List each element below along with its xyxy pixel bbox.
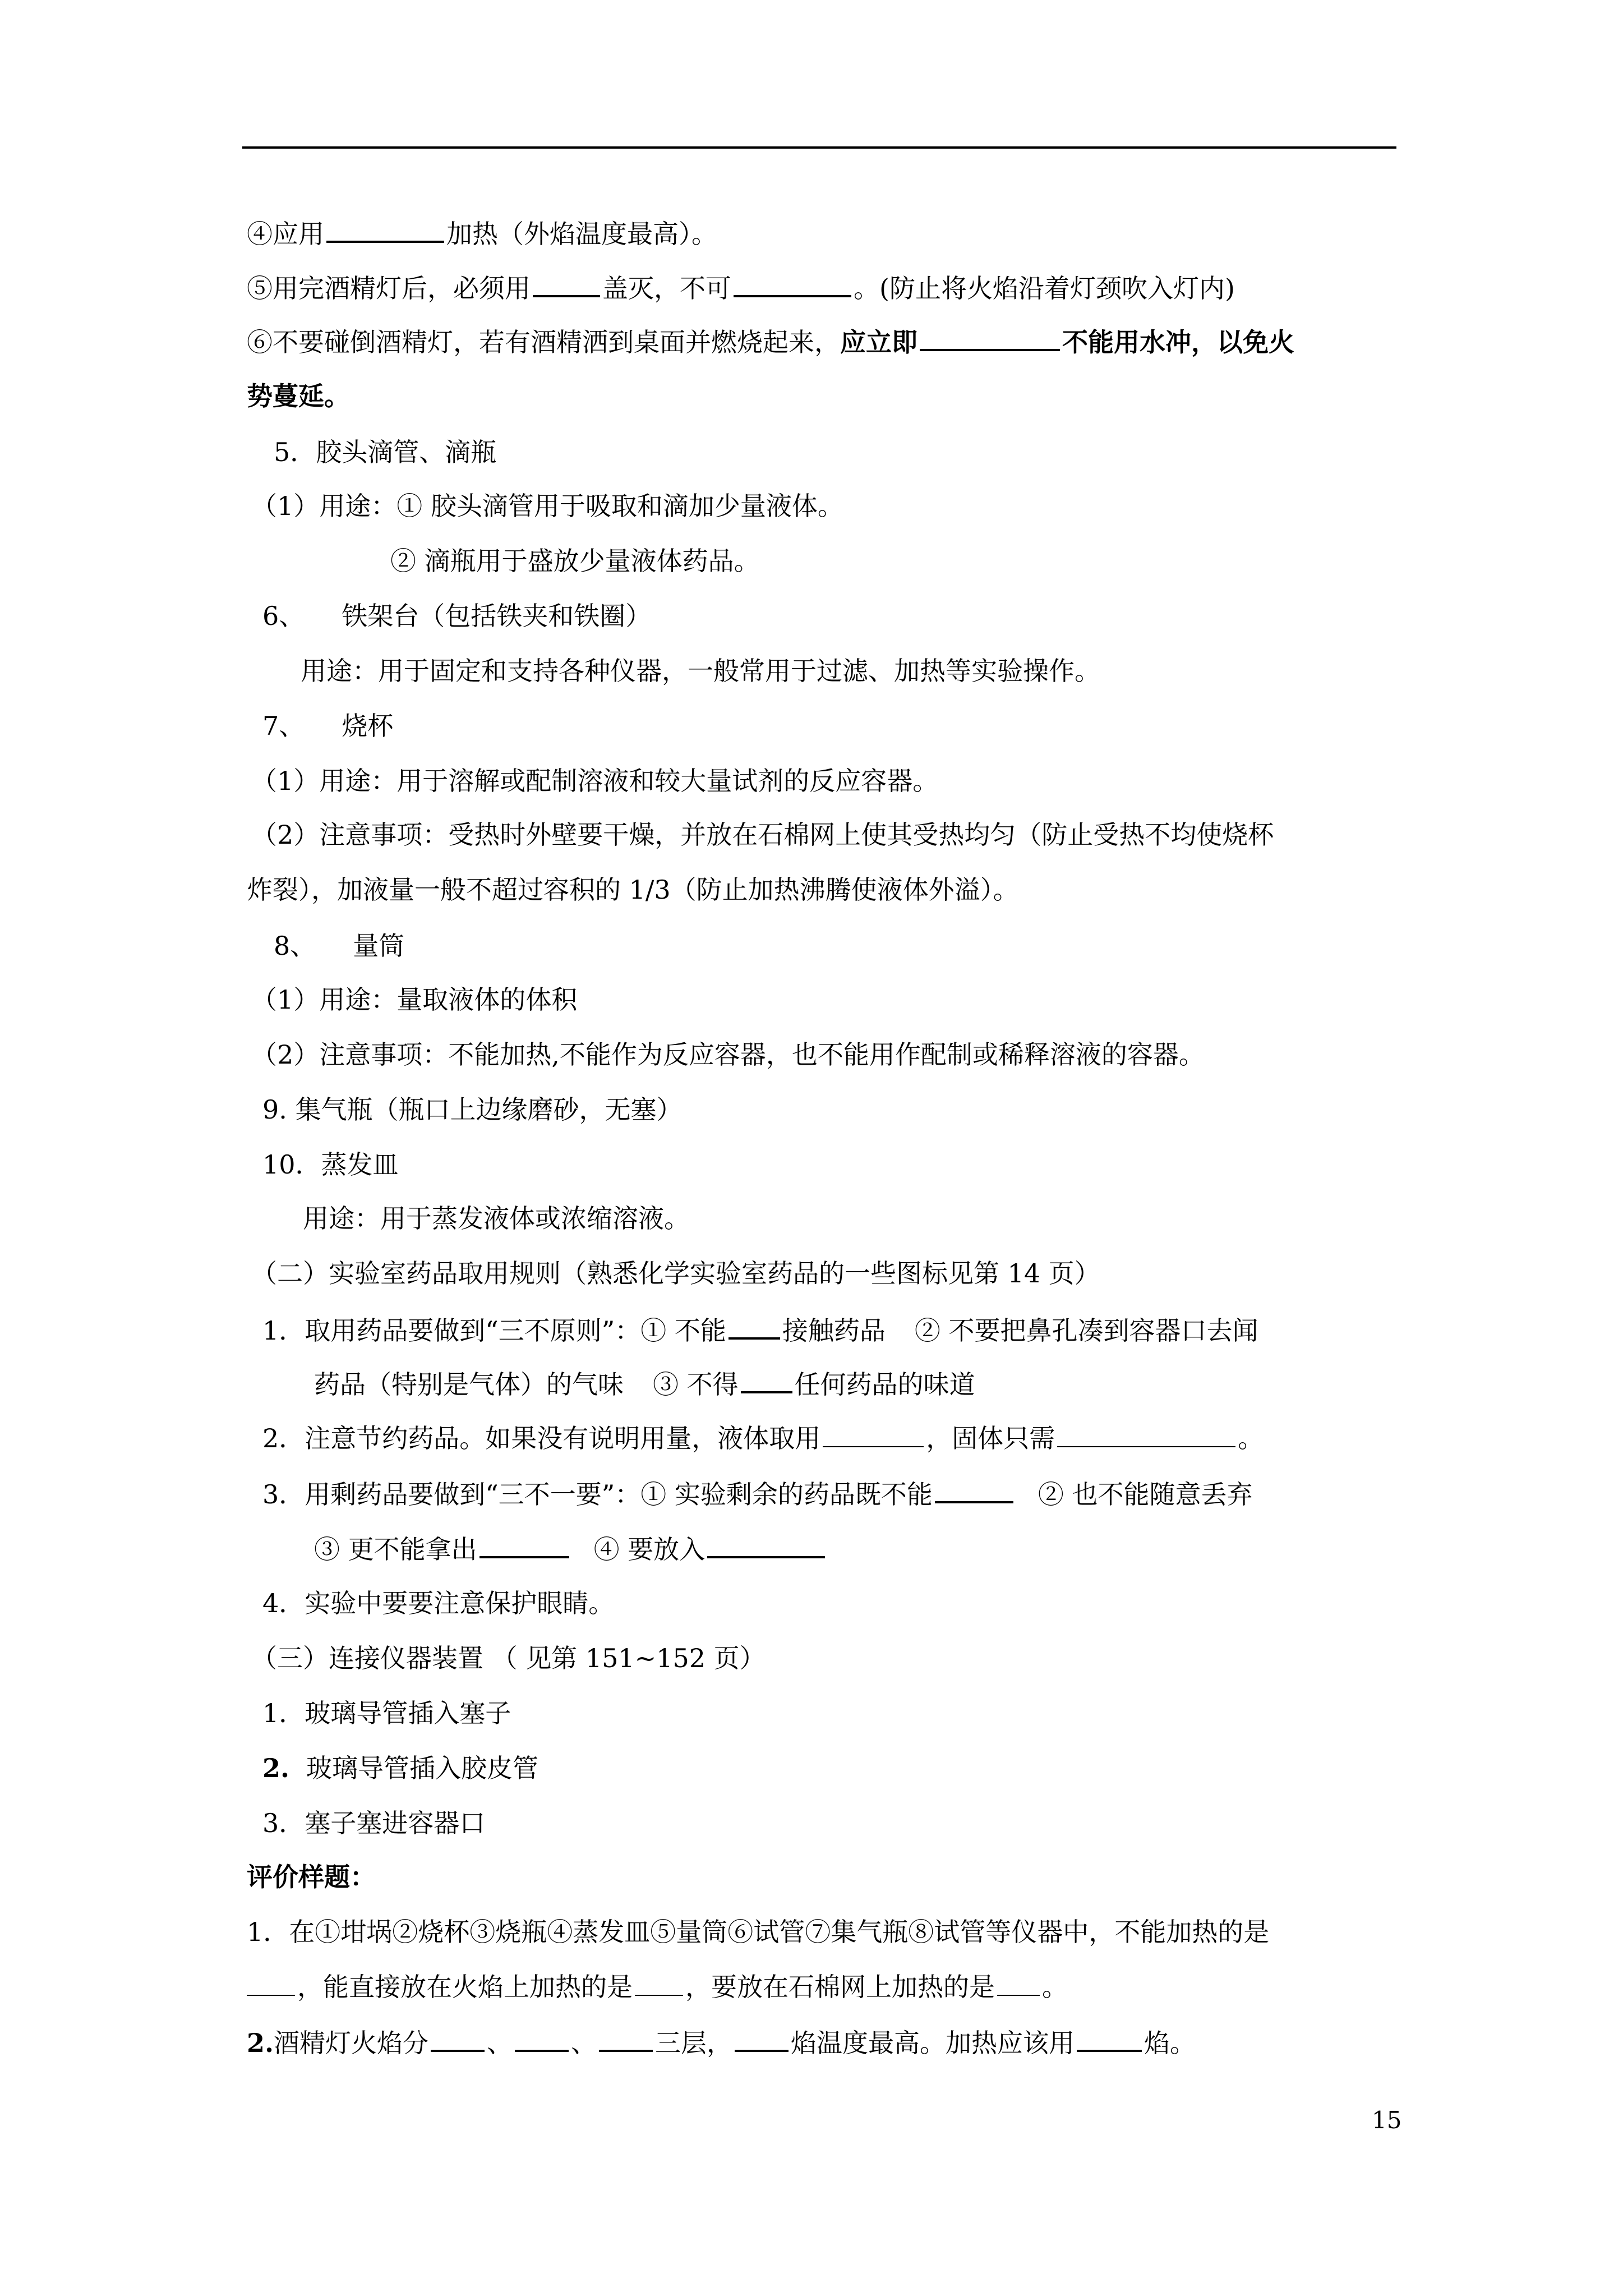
text-segment: 炸裂），加液量一般不超过容积的 1/3（防止加热沸腾使液体外溢）。 <box>247 875 1019 905</box>
text-segment: 焰温度最高。加热应该用 <box>791 2028 1075 2058</box>
text-segment: ② 不要把鼻孔凑到容器口去闻 <box>914 1315 1258 1346</box>
fill-blank[interactable] <box>479 1531 569 1558</box>
text-segment: 焰。 <box>1144 2028 1196 2058</box>
section-heading <box>262 599 651 633</box>
text-segment: 1．玻璃导管插入塞子 <box>262 1698 511 1728</box>
text-segment: ④ 要放入 <box>593 1534 706 1565</box>
fill-blank[interactable] <box>1077 2025 1142 2052</box>
text-line <box>301 654 1100 688</box>
text-line <box>262 1586 614 1620</box>
fill-blank[interactable] <box>735 2025 789 2052</box>
text-segment: 7、 <box>262 711 305 741</box>
fill-blank[interactable] <box>935 1476 1013 1503</box>
text-segment: 用途：用于固定和支持各种仪器，一般常用于过滤、加热等实验操作。 <box>301 656 1100 686</box>
text-line <box>247 1915 1269 1949</box>
text-line <box>262 1806 485 1840</box>
text-line <box>262 1751 538 1785</box>
text-segment: 3．塞子塞进容器口 <box>262 1808 486 1838</box>
fill-blank[interactable] <box>920 324 1060 351</box>
text-segment: 10．蒸发皿 <box>262 1149 399 1180</box>
text-segment: 接触药品 <box>782 1315 886 1346</box>
text-segment: （2）注意事项：受热时外壁要干燥，并放在石棉网上使其受热均匀（防止受热不均使烧杯 <box>251 820 1274 850</box>
text-segment: 铁架台（包括铁夹和铁圈） <box>342 601 652 631</box>
section-heading <box>262 709 393 743</box>
fill-blank[interactable] <box>599 2025 653 2052</box>
text-line <box>247 324 1294 359</box>
text-line <box>303 1202 690 1235</box>
text-segment: 任何药品的味道 <box>794 1369 975 1400</box>
section-heading <box>274 929 404 963</box>
text-line <box>262 1421 1264 1455</box>
text-segment: 量筒 <box>353 931 405 961</box>
text-segment: 应立即 <box>840 327 917 357</box>
fill-blank[interactable] <box>247 1970 295 1996</box>
page-number: 15 <box>1372 2106 1402 2134</box>
text-line <box>262 1313 1258 1347</box>
text-segment: 加热（外焰温度最高）。 <box>446 219 717 249</box>
text-line <box>251 764 938 798</box>
text-line <box>251 818 1274 852</box>
text-segment: 8、 <box>274 931 316 961</box>
text-line <box>247 2025 1196 2060</box>
text-line <box>314 1366 975 1401</box>
text-line <box>247 379 350 413</box>
fill-blank[interactable] <box>997 1970 1040 1996</box>
text-line <box>247 216 717 251</box>
section-heading <box>251 1257 1100 1290</box>
fill-blank[interactable] <box>515 2025 569 2052</box>
text-segment: 。 <box>1042 1972 1068 2002</box>
text-line <box>314 1531 827 1566</box>
section-heading <box>251 1641 766 1675</box>
fill-blank[interactable] <box>326 216 444 243</box>
text-segment: 玻璃导管插入胶皮管 <box>306 1753 539 1783</box>
text-segment: 2. <box>247 2028 274 2058</box>
text-segment: 势蔓延。 <box>247 381 350 411</box>
text-segment: ② 滴瓶用于盛放少量液体药品。 <box>390 546 760 576</box>
text-segment: （1）用途：用于溶解或配制溶液和较大量试剂的反应容器。 <box>251 766 939 796</box>
text-line <box>262 1696 511 1730</box>
text-segment: 酒精灯火焰分 <box>274 2028 429 2058</box>
text-segment: 盖灭，不可 <box>602 273 731 303</box>
section-heading <box>247 1860 376 1894</box>
text-segment: ，要放在石棉网上加热的是 <box>685 1972 995 2002</box>
text-segment: 不能用水冲，以免火 <box>1062 327 1294 357</box>
fill-blank[interactable] <box>823 1421 924 1447</box>
text-segment: 9. 集气瓶（瓶口上边缘磨砂，无塞） <box>262 1094 683 1125</box>
section-heading <box>262 1148 399 1181</box>
text-segment: （二）实验室药品取用规则（熟悉化学实验室药品的一些图标见第 14 页） <box>251 1258 1100 1289</box>
section-heading <box>262 1093 683 1126</box>
fill-blank[interactable] <box>533 270 600 297</box>
text-segment: 、 <box>487 2028 513 2058</box>
fill-blank[interactable] <box>707 1531 825 1558</box>
text-line <box>390 544 760 578</box>
text-segment: ③ 不得 <box>653 1369 739 1400</box>
section-heading <box>274 435 496 469</box>
text-segment: （三）连接仪器装置 （ 见第 151~152 页） <box>251 1643 766 1673</box>
text-line <box>251 489 843 523</box>
text-segment: 1．在①坩埚②烧杯③烧瓶④蒸发皿⑤量筒⑥试管⑦集气瓶⑧试管等仪器中，不能加热的是 <box>247 1917 1270 1947</box>
text-segment: 药品（特别是气体）的气味 <box>314 1369 624 1400</box>
fill-blank[interactable] <box>728 1313 780 1340</box>
text-line <box>247 873 1019 907</box>
text-segment: ⑥不要碰倒酒精灯，若有酒精洒到桌面并燃烧起来， <box>247 327 840 357</box>
text-line <box>251 983 577 1016</box>
text-segment: ② 也不能随意丢弃 <box>1038 1479 1253 1510</box>
text-segment: 6、 <box>262 601 305 631</box>
text-line <box>262 1476 1253 1511</box>
text-segment: ⑤用完酒精灯后，必须用 <box>247 273 531 303</box>
text-segment: 用途：用于蒸发液体或浓缩溶液。 <box>303 1203 690 1234</box>
text-segment: 评价样题： <box>247 1862 376 1892</box>
text-segment: （1）用途：① 胶头滴管用于吸取和滴加少量液体。 <box>251 491 843 521</box>
fill-blank[interactable] <box>1057 1421 1235 1447</box>
text-segment: （1）用途：量取液体的体积 <box>251 984 578 1015</box>
text-segment: 。 <box>1238 1423 1264 1453</box>
text-segment: 三层， <box>655 2028 733 2058</box>
text-line <box>251 1038 1205 1071</box>
text-segment: ③ 更不能拿出 <box>314 1534 477 1565</box>
text-segment: 2．注意节约药品。如果没有说明用量，液体取用 <box>262 1423 821 1453</box>
text-segment: 4．实验中要要注意保护眼睛。 <box>262 1588 615 1618</box>
fill-blank[interactable] <box>734 270 851 297</box>
text-line <box>247 1970 1068 2004</box>
text-line <box>247 270 1235 305</box>
fill-blank[interactable] <box>431 2025 485 2052</box>
text-segment: 2. <box>262 1753 290 1783</box>
text-segment: ，固体只需 <box>926 1423 1055 1453</box>
text-segment: 3．用剩药品要做到“三不一要”：① 实验剩余的药品既不能 <box>262 1479 933 1510</box>
text-segment: 烧杯 <box>342 711 394 741</box>
text-segment: 1．取用药品要做到“三不原则”：① 不能 <box>262 1315 726 1346</box>
fill-blank[interactable] <box>635 1970 683 1996</box>
text-segment: 、 <box>571 2028 597 2058</box>
text-segment: （2）注意事项：不能加热,不能作为反应容器，也不能用作配制或稀释溶液的容器。 <box>251 1039 1205 1070</box>
text-segment: ，能直接放在火焰上加热的是 <box>297 1972 633 2002</box>
header-rule <box>242 146 1396 149</box>
text-segment: 。(防止将火焰沿着灯颈吹入灯内) <box>854 273 1235 303</box>
fill-blank[interactable] <box>741 1366 792 1393</box>
text-segment: 5．胶头滴管、滴瓶 <box>274 437 497 467</box>
text-segment: ④应用 <box>247 219 324 249</box>
